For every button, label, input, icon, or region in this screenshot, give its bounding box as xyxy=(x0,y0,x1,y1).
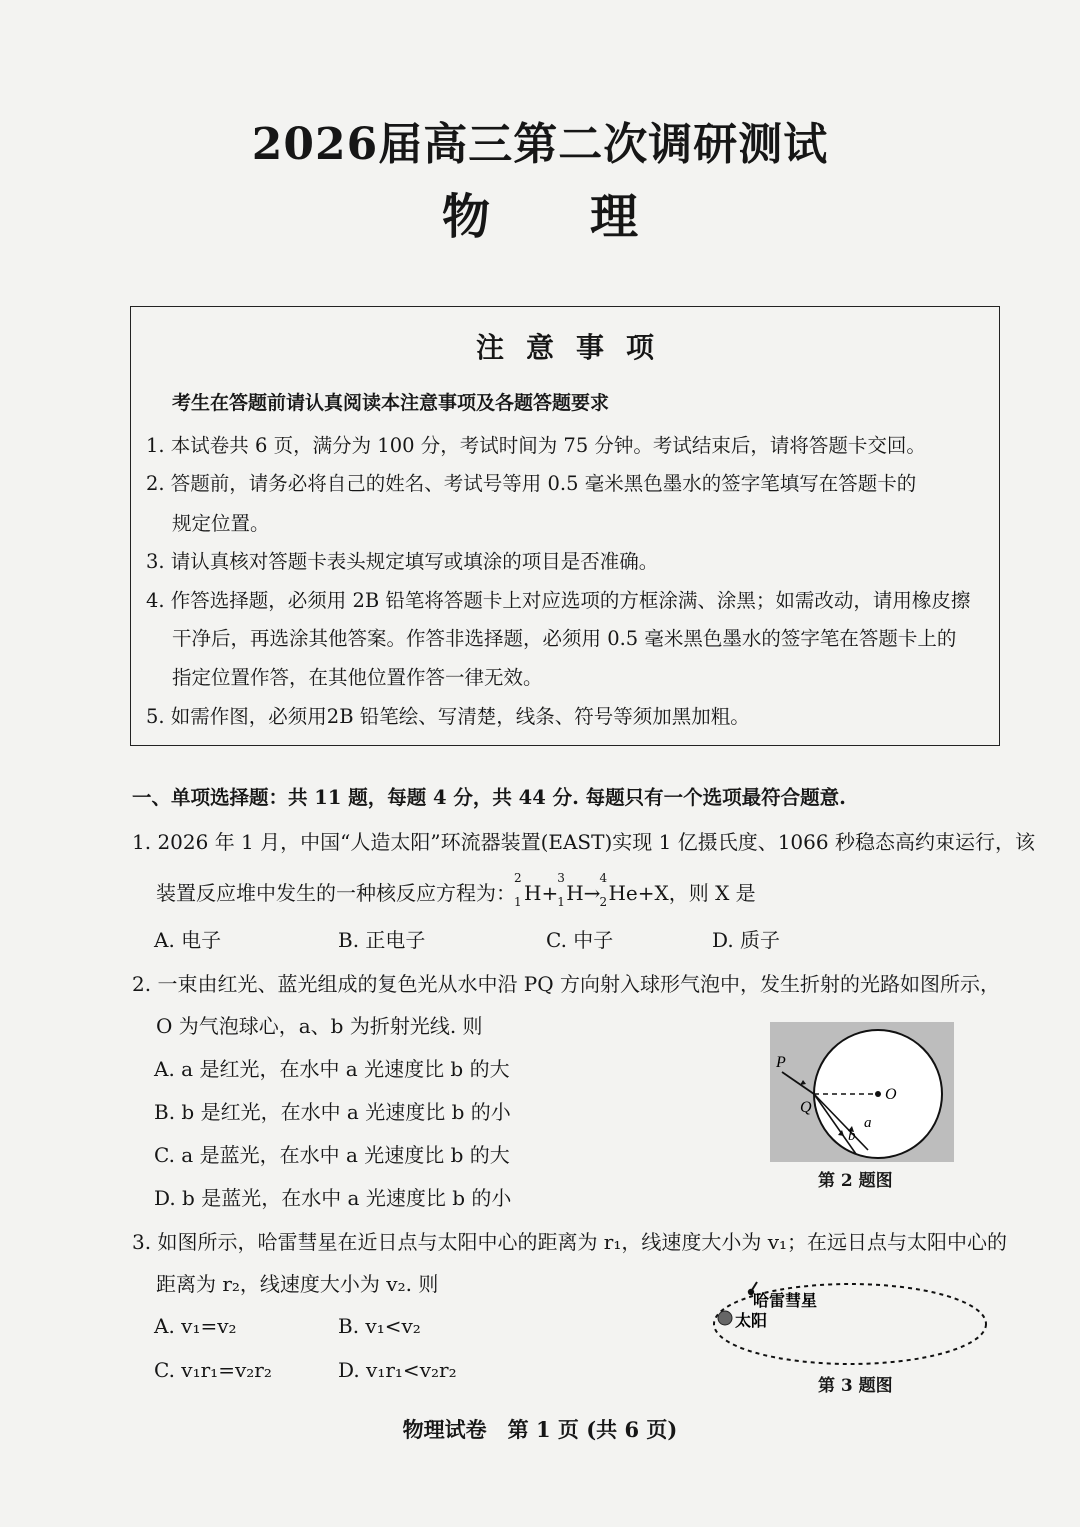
eq-plus: + xyxy=(541,881,559,905)
nuclide-H2-z: 1 xyxy=(514,895,522,909)
notice-item-3: 3. 请认真核对答题卡表头规定填写或填涂的项目是否准确。 xyxy=(146,550,659,573)
notice-item-2-cont: 规定位置。 xyxy=(172,512,270,535)
q1-option-a: A. 电子 xyxy=(154,928,222,952)
q3-option-a: A. v₁=v₂ xyxy=(154,1314,237,1338)
figure-3-caption: 第 3 题图 xyxy=(818,1376,893,1396)
q3-option-c: C. v₁r₁=v₂r₂ xyxy=(154,1358,272,1382)
nuclide-H3 xyxy=(557,871,584,909)
figure-3-label-sun: 太阳 xyxy=(735,1311,768,1330)
q2-option-c: C. a 是蓝光，在水中 a 光速度比 b 的大 xyxy=(154,1143,510,1167)
subject-title: 物理 xyxy=(441,189,738,245)
q2-option-b: B. b 是红光，在水中 a 光速度比 b 的小 xyxy=(154,1100,511,1124)
q2-option-a: A. a 是红光，在水中 a 光速度比 b 的大 xyxy=(154,1057,510,1081)
notice-item-1: 1. 本试卷共 6 页，满分为 100 分，考试时间为 75 分钟。考试结束后，请将答题卡交回。 xyxy=(146,434,926,457)
notice-item-4-cont1: 干净后，再选涂其他答案。作答非选择题，必须用 0.5 毫米黑色墨水的签字笔在答题卡上的 xyxy=(172,627,957,650)
figure-3-sun-icon xyxy=(718,1311,732,1325)
figure-2-label-P: P xyxy=(776,1054,786,1071)
figure-3-orbit-diagram xyxy=(705,1272,995,1372)
nuclide-He-z: 2 xyxy=(599,895,608,909)
figure-2-center-dot xyxy=(875,1091,881,1097)
figure-2-label-a: a xyxy=(864,1115,872,1131)
q2-option-d: D. b 是蓝光，在水中 a 光速度比 b 的小 xyxy=(154,1186,512,1210)
q3-line2: 距离为 r₂，线速度大小为 v₂. 则 xyxy=(156,1272,439,1296)
q1-line2-tail: +X，则 X 是 xyxy=(637,881,756,905)
q1-option-c: C. 中子 xyxy=(546,928,614,952)
q3-line1: 3. 如图所示，哈雷彗星在近日点与太阳中心的距离为 r₁，线速度大小为 v₁；在远日点与太阳中心的 xyxy=(132,1230,1008,1254)
nuclide-H2 xyxy=(514,871,542,909)
nuclide-He-mass: 4 xyxy=(599,871,608,885)
q1-line1: 1. 2026 年 1 月，中国“人造太阳”环流器装置(EAST)实现 1 亿摄氏度、1066 秒稳态高约束运行，该 xyxy=(132,830,1035,854)
figure-2-bubble-diagram xyxy=(770,1022,954,1162)
page-footer: 物理试卷 第 1 页 (共 6 页) xyxy=(402,1417,678,1442)
figure-3-label-comet: 哈雷彗星 xyxy=(753,1291,818,1310)
section-heading: 一、单项选择题：共 11 题，每题 4 分，共 44 分. 每题只有一个选项最符合题意. xyxy=(132,786,846,809)
nuclide-H2-mass: 2 xyxy=(514,871,522,885)
exam-title: 2026届高三第二次调研测试 xyxy=(251,119,829,170)
q1-line2 xyxy=(156,871,756,909)
q2-line1: 2. 一束由红光、蓝光组成的复色光从水中沿 PQ 方向射入球形气泡中，发生折射的光路如图所示， xyxy=(132,972,1001,996)
notice-item-4: 4. 作答选择题，必须用 2B 铅笔将答题卡上对应选项的方框涂满、涂黑；如需改动，请用橡皮擦 xyxy=(146,589,971,612)
notice-title: 注意事项 xyxy=(475,331,676,364)
nuclide-H3-mass: 3 xyxy=(557,871,565,885)
q3-option-b: B. v₁<v₂ xyxy=(338,1314,421,1338)
nuclide-H3-symbol: H xyxy=(566,881,584,905)
figure-2-label-b: b xyxy=(848,1128,856,1144)
notice-intro: 考生在答题前请认真阅读本注意事项及各题答题要求 xyxy=(172,392,610,414)
q3-option-d: D. v₁r₁<v₂r₂ xyxy=(338,1358,457,1382)
notice-item-2: 2. 答题前，请务必将自己的姓名、考试号等用 0.5 毫米黑色墨水的签字笔填写在答题卡的 xyxy=(146,472,917,495)
nuclide-H3-z: 1 xyxy=(557,895,565,909)
q1-line2-prefix: 装置反应堆中发生的一种核反应方程为： xyxy=(156,881,516,905)
nuclide-H2-symbol: H xyxy=(524,881,542,905)
eq-arrow: → xyxy=(583,881,601,905)
notice-item-4-cont2: 指定位置作答，在其他位置作答一律无效。 xyxy=(172,666,543,689)
figure-3-comet-tail xyxy=(752,1282,757,1290)
nuclide-He xyxy=(599,871,638,909)
figure-2-caption: 第 2 题图 xyxy=(818,1171,893,1191)
q2-line2: O 为气泡球心，a、b 为折射光线. 则 xyxy=(156,1014,483,1038)
figure-2-label-O: O xyxy=(885,1086,897,1103)
figure-2-label-Q: Q xyxy=(800,1099,812,1116)
q1-option-b: B. 正电子 xyxy=(338,928,426,952)
q1-option-d: D. 质子 xyxy=(712,928,781,952)
nuclide-He-symbol: He xyxy=(608,881,638,905)
notice-item-5: 5. 如需作图，必须用2B 铅笔绘、写清楚，线条、符号等须加黑加粗。 xyxy=(146,705,750,728)
